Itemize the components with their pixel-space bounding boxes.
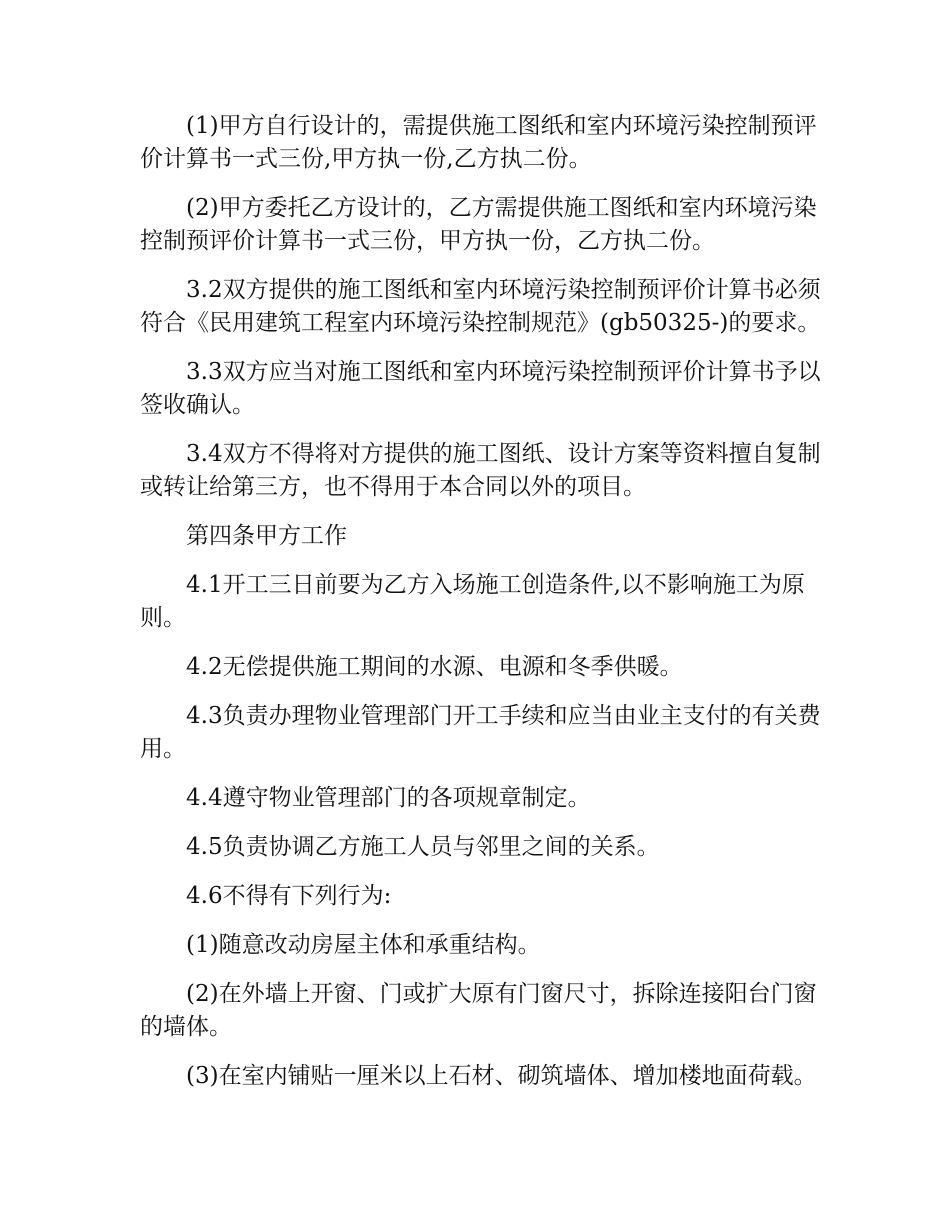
paragraph: (3)在室内铺贴一厘米以上石材、砌筑墙体、增加楼地面荷载。 [186, 1063, 817, 1089]
document-body [140, 110, 830, 1109]
paragraph: 4.5负责协调乙方施工人员与邻里之间的关系。 [186, 834, 660, 860]
paragraph: (1)甲方自行设计的，需提供施工图纸和室内环境污染控制预评价计算书一式三份,甲方执一份,乙方执二份。 [140, 113, 817, 172]
paragraph: 4.3负责办理物业管理部门开工手续和应当由业主支付的有关费用。 [140, 703, 821, 762]
paragraph: 4.2无偿提供施工期间的水源、电源和冬季供暖。 [186, 654, 683, 680]
paragraph: (1)随意改动房屋主体和承重结构。 [186, 932, 541, 958]
paragraph: 4.4遵守物业管理部门的各项规章制定。 [186, 785, 591, 811]
paragraph: 3.4双方不得将对方提供的施工图纸、设计方案等资料擅自复制或转让给第三方，也不得用于本合同以外的项目。 [140, 441, 821, 500]
section-heading: 第四条甲方工作 [186, 523, 347, 549]
paragraph: (2)甲方委托乙方设计的，乙方需提供施工图纸和室内环境污染控制预评价计算书一式三份，甲方执一份，乙方执二份。 [140, 195, 817, 254]
paragraph: 4.6不得有下列行为: [186, 883, 392, 909]
paragraph: (2)在外墙上开窗、门或扩大原有门窗尺寸，拆除连接阳台门窗的墙体。 [140, 981, 817, 1040]
paragraph: 4.1开工三日前要为乙方入场施工创造条件,以不影响施工为原则。 [140, 572, 805, 631]
paragraph: 3.2双方提供的施工图纸和室内环境污染控制预评价计算书必须符合《民用建筑工程室内环境污染控制规范》(gb50325-)的要求。 [140, 277, 821, 336]
paragraph: 3.3双方应当对施工图纸和室内环境污染控制预评价计算书予以签收确认。 [140, 359, 821, 418]
